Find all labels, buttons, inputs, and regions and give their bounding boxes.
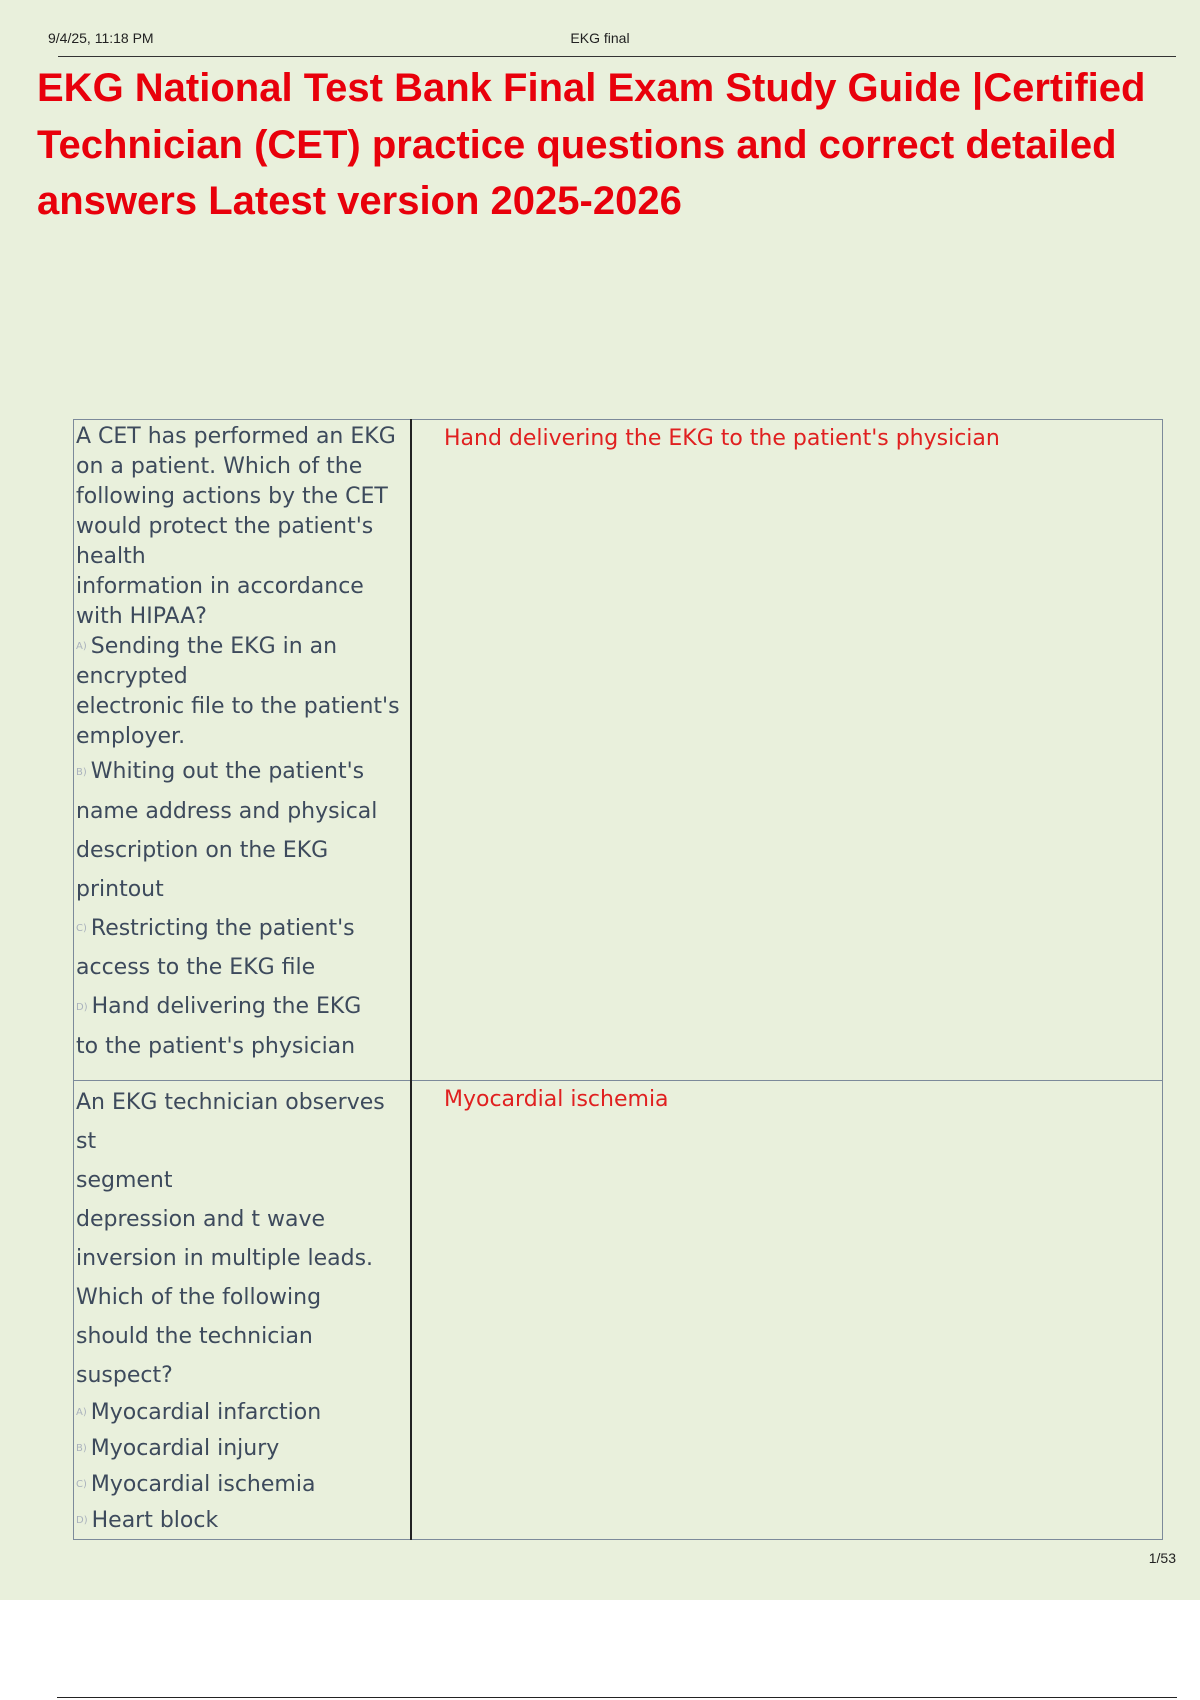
option-c	[76, 909, 408, 988]
option-text: Whiting out the patient's name address and physical description on the EKG printout	[76, 759, 378, 902]
document-title: EKG National Test Bank Final Exam Study Guide |Certified Technician (CET) practice questions and correct detailed answers Latest version 2025-2026	[37, 66, 1146, 223]
option-b	[76, 752, 408, 909]
option-text: Hand delivering the EKG to the patient's physician	[76, 994, 362, 1059]
option-text: Restricting the patient's access to the EKG file	[76, 915, 355, 980]
question-cell	[74, 1081, 412, 1540]
option-letter: B)	[76, 766, 87, 778]
option-text: Myocardial infarction	[90, 1400, 322, 1425]
question-cell	[74, 420, 412, 1081]
print-doc-title: EKG final	[570, 30, 630, 46]
option-letter: A)	[76, 1407, 87, 1418]
print-datetime: 9/4/25, 11:18 PM	[48, 30, 154, 46]
option-letter: D)	[76, 1515, 88, 1526]
table-row	[74, 420, 1163, 1081]
option-d	[76, 1503, 408, 1539]
table-row	[74, 1081, 1163, 1540]
option-letter: D)	[76, 1001, 88, 1013]
answer-cell	[411, 1081, 1163, 1540]
next-page-divider	[57, 1697, 1177, 1698]
option-b	[76, 1431, 408, 1467]
option-letter: C)	[76, 1479, 87, 1490]
page-number: 1/53	[1148, 1550, 1176, 1566]
option-letter: A)	[76, 641, 87, 652]
option-letter: B)	[76, 1443, 87, 1454]
option-a	[76, 1395, 408, 1431]
answer-text: Hand delivering the EKG to the patient's physician	[444, 426, 1000, 451]
option-c	[76, 1467, 408, 1503]
option-letter: C)	[76, 923, 87, 934]
answer-text: Myocardial ischemia	[444, 1087, 669, 1112]
option-a	[76, 632, 408, 752]
qa-table	[73, 419, 1163, 1540]
option-text: Myocardial injury	[90, 1436, 280, 1461]
question-stem: An EKG technician observes st segment depression and t wave inversion in multiple leads. Which of the following should the technician suspect?	[76, 1090, 385, 1388]
option-text: Sending the EKG in an encrypted electronic file to the patient's employer.	[76, 634, 400, 749]
question-stem: A CET has performed an EKG on a patient. Which of the following actions by the CET would protect the patient's health information in accordance with HIPAA?	[76, 424, 396, 629]
header-divider	[58, 56, 1176, 57]
option-text: Heart block	[91, 1508, 219, 1533]
answer-cell	[411, 420, 1163, 1081]
option-text: Myocardial ischemia	[90, 1472, 316, 1497]
option-d	[76, 987, 408, 1066]
